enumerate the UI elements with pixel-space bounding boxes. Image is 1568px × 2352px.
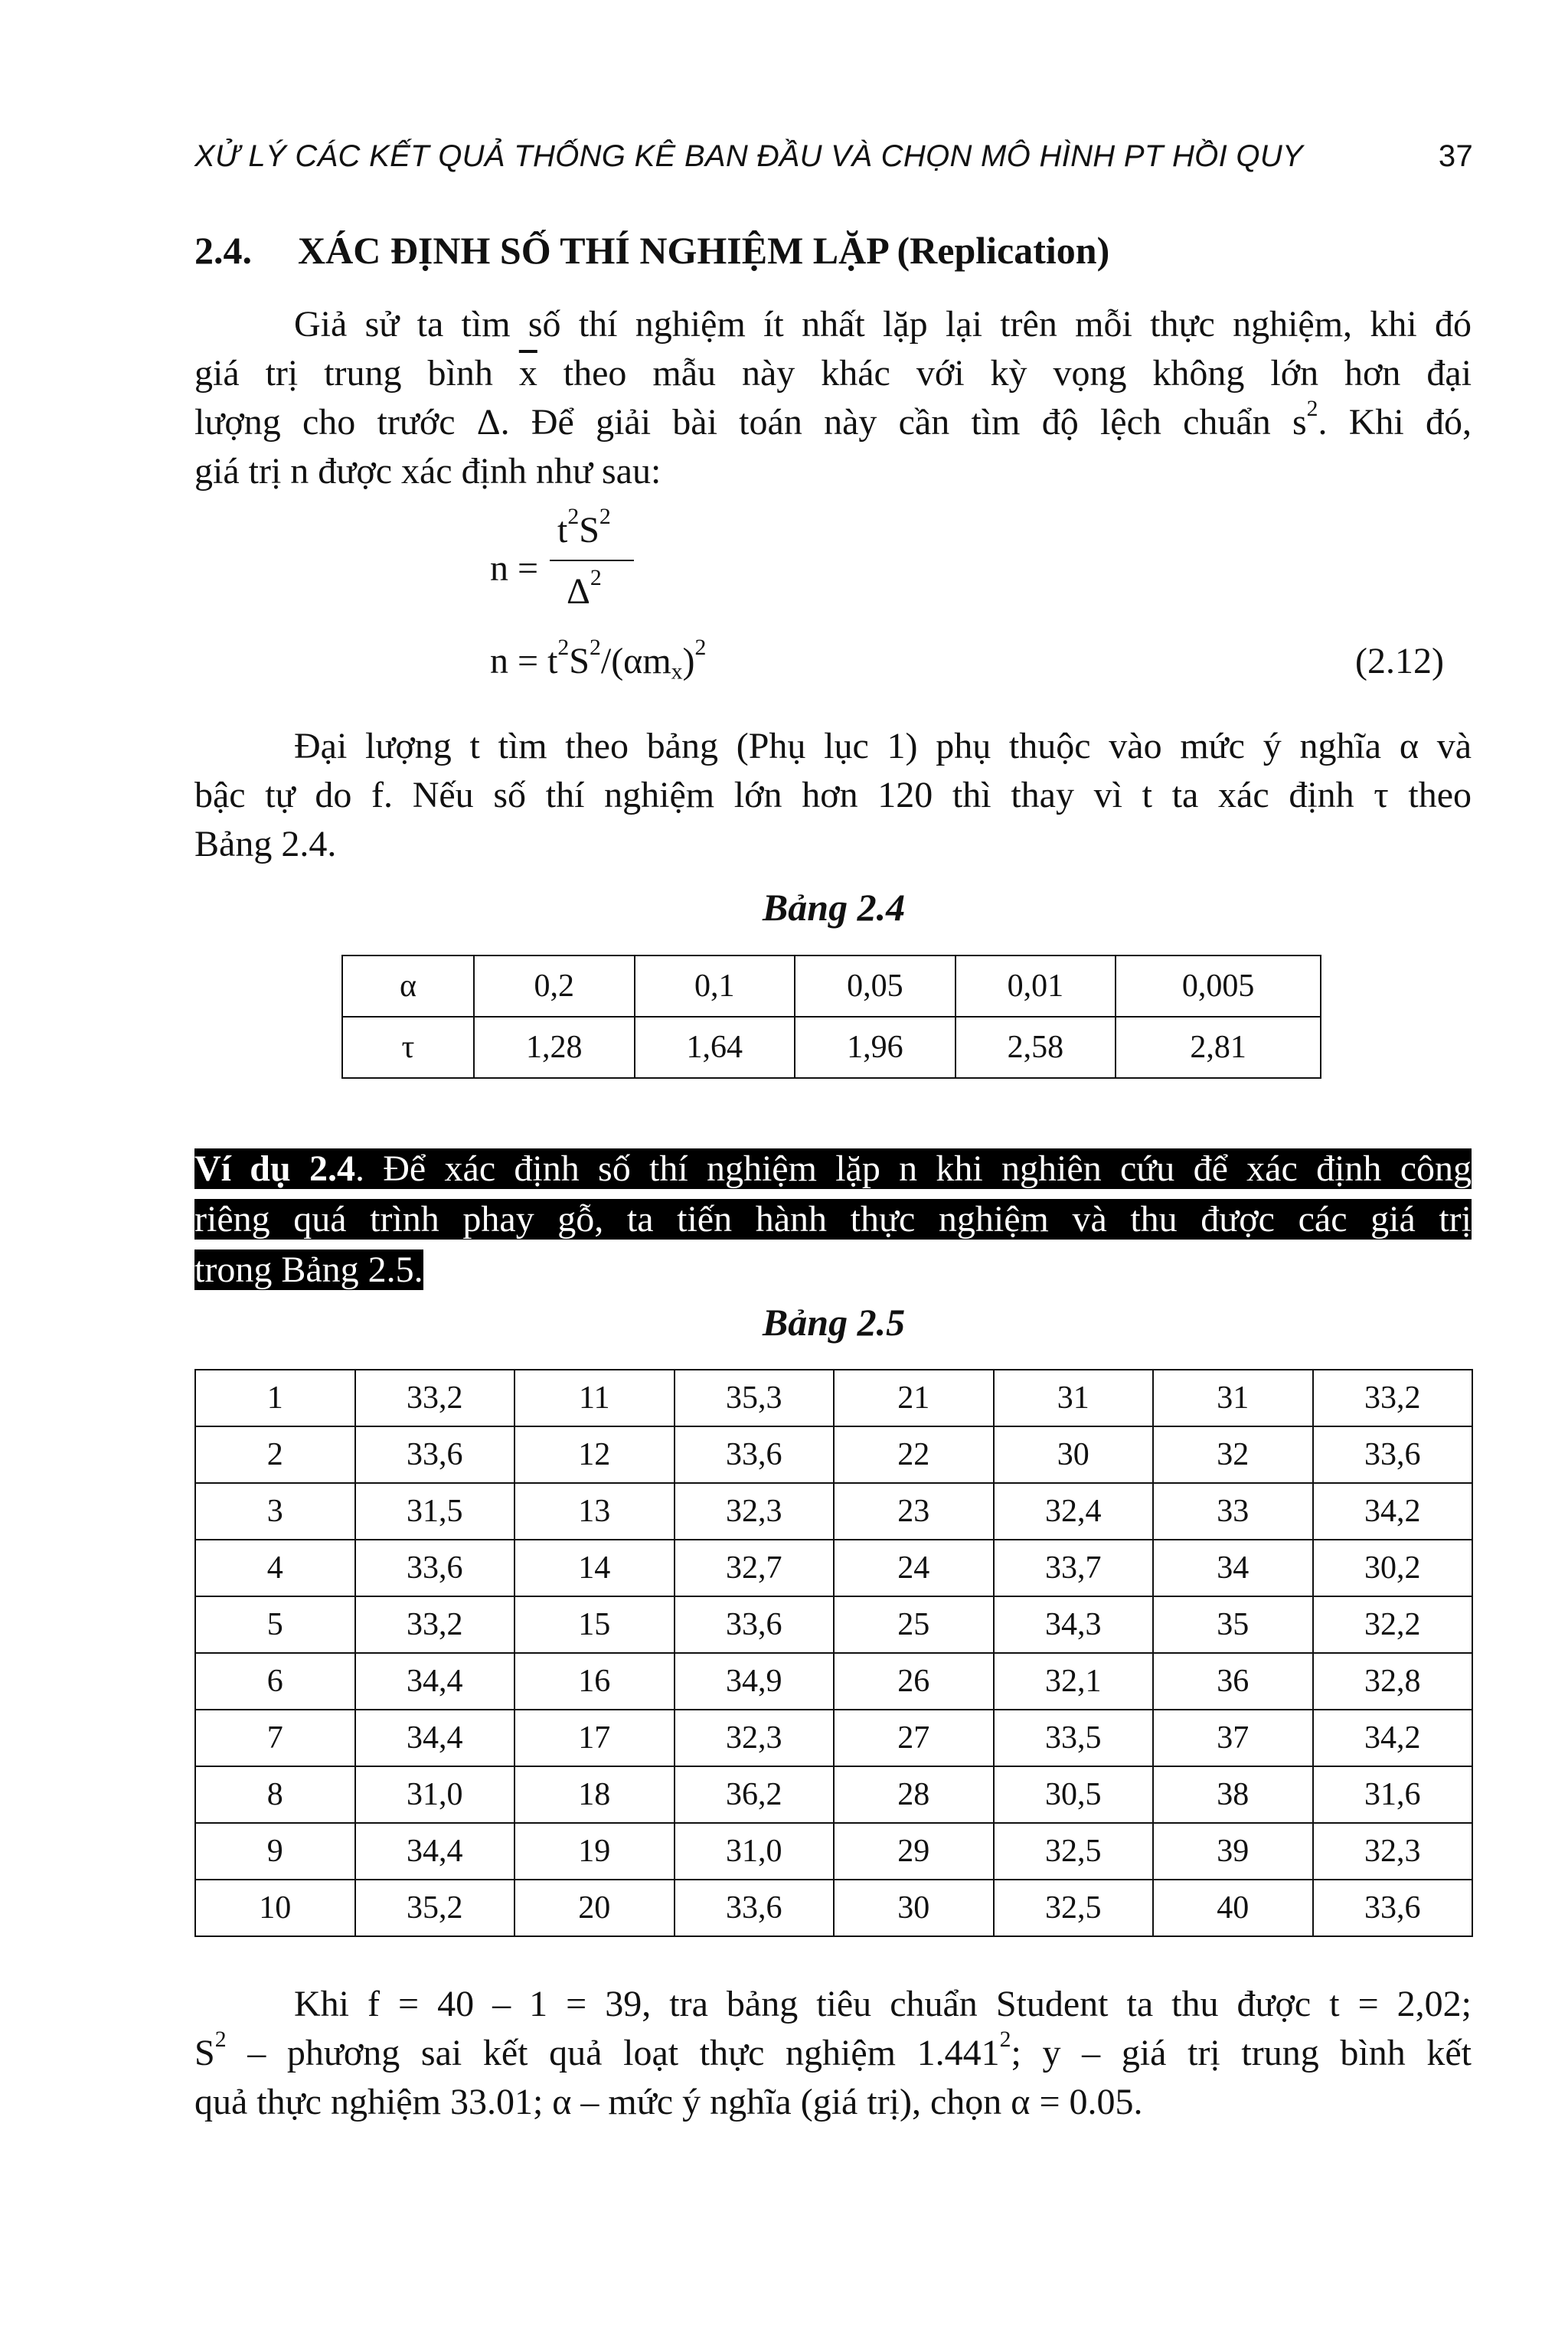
- t25-cell: 21: [834, 1370, 994, 1426]
- t25-cell: 33,7: [994, 1540, 1154, 1596]
- t25-cell: 31,0: [675, 1823, 835, 1880]
- t24-cell: 1,28: [474, 1017, 635, 1078]
- t24-row: [342, 1017, 1321, 1078]
- conclusion-line-2: $S^2$ – phương sai kết quả loạt thực nghiệm 1.441$^2$; y – giá trị trung bình kết: [194, 2027, 1472, 2073]
- t24-cell: α: [342, 956, 474, 1017]
- t25-cell: 29: [834, 1823, 994, 1880]
- t25-row: [195, 1370, 1472, 1426]
- t25-row: [195, 1710, 1472, 1766]
- t25-cell: 9: [195, 1823, 355, 1880]
- t25-cell: 33,6: [675, 1880, 835, 1936]
- t25-cell: 32: [1153, 1426, 1313, 1483]
- formula-fraction: [490, 504, 643, 632]
- t25-cell: 33: [1153, 1483, 1313, 1540]
- t25-cell: 33,2: [355, 1596, 515, 1653]
- t25-cell: 33,2: [1313, 1370, 1473, 1426]
- t25-cell: 34,2: [1313, 1483, 1473, 1540]
- t25-cell: 19: [514, 1823, 675, 1880]
- t24-cell: 1,96: [795, 1017, 956, 1078]
- t25-cell: 32,4: [994, 1483, 1154, 1540]
- t25-cell: 35,2: [355, 1880, 515, 1936]
- intro-line-2: giá trị trung bình $\overline{x}$ theo mẫu này khác với kỳ vọng không lớn hơn đại: [194, 353, 1472, 394]
- t25-cell: 34: [1153, 1540, 1313, 1596]
- para2-line-2: bậc tự do f. Nếu số thí nghiệm lớn hơn 120 thì thay vì t ta xác định τ theo: [194, 775, 1472, 815]
- t24-row: [342, 956, 1321, 1017]
- t25-cell: 14: [514, 1540, 675, 1596]
- t25-cell: 33,6: [675, 1426, 835, 1483]
- t25-cell: 2: [195, 1426, 355, 1483]
- t25-cell: 31: [994, 1370, 1154, 1426]
- table-2-5: [194, 1369, 1473, 1937]
- t25-cell: 31: [1153, 1370, 1313, 1426]
- t25-cell: 1: [195, 1370, 355, 1426]
- t25-row: [195, 1426, 1472, 1483]
- intro-line-3: lượng cho trước Δ. Để giải bài toán này cần tìm độ lệch chuẩn $s^2$. Khi đó,: [194, 396, 1472, 443]
- formula-2-12: $n = t^2S^2/(\alpha m_x)^2$: [490, 635, 707, 684]
- t25-cell: 23: [834, 1483, 994, 1540]
- intro-line-1: Giả sử ta tìm số thí nghiệm ít nhất lặp lại trên mỗi thực nghiệm, khi đó: [294, 304, 1472, 345]
- t25-cell: 32,5: [994, 1880, 1154, 1936]
- t25-cell: 30,5: [994, 1766, 1154, 1823]
- t25-row: [195, 1880, 1472, 1936]
- example-line-1: Ví dụ 2.4. Để xác định số thí nghiệm lặp n khi nghiên cứu để xác định công: [194, 1148, 1472, 1189]
- section-number: 2.4.: [194, 229, 252, 272]
- t25-cell: 37: [1153, 1710, 1313, 1766]
- t25-cell: 10: [195, 1880, 355, 1936]
- t25-cell: 4: [195, 1540, 355, 1596]
- t25-cell: 33,5: [994, 1710, 1154, 1766]
- t25-cell: 33,6: [675, 1596, 835, 1653]
- conclusion-line-3: quả thực nghiệm 33.01; α – mức ý nghĩa (giá trị), chọn α = 0.05.: [194, 2082, 1143, 2122]
- example-line-3: trong Bảng 2.5.: [194, 1250, 423, 1290]
- t25-cell: 3: [195, 1483, 355, 1540]
- t25-cell: 26: [834, 1653, 994, 1710]
- formula-numerator: $t^2S^2$: [557, 504, 611, 550]
- t25-cell: 32,8: [1313, 1653, 1473, 1710]
- paragraph-2: [194, 722, 1472, 869]
- t25-cell: 35: [1153, 1596, 1313, 1653]
- t25-cell: 31,6: [1313, 1766, 1473, 1823]
- t25-cell: 30: [834, 1880, 994, 1936]
- x-bar-symbol: $\overline{x}$: [518, 353, 537, 394]
- table-2-4-caption: Bảng 2.4: [762, 886, 906, 929]
- t25-cell: 32,1: [994, 1653, 1154, 1710]
- formula-lhs: n =: [490, 548, 539, 589]
- t24-cell: 0,1: [635, 956, 795, 1017]
- t25-cell: 27: [834, 1710, 994, 1766]
- conclusion-paragraph: [194, 1980, 1472, 2127]
- t24-cell: τ: [342, 1017, 474, 1078]
- t25-cell: 31,0: [355, 1766, 515, 1823]
- t25-cell: 31,5: [355, 1483, 515, 1540]
- t25-cell: 34,3: [994, 1596, 1154, 1653]
- t24-cell: 0,2: [474, 956, 635, 1017]
- t25-cell: 34,2: [1313, 1710, 1473, 1766]
- t25-cell: 20: [514, 1880, 675, 1936]
- intro-paragraph: [194, 300, 1472, 496]
- t25-cell: 33,6: [355, 1540, 515, 1596]
- table-2-5-caption: Bảng 2.5: [762, 1301, 906, 1344]
- t25-cell: 35,3: [675, 1370, 835, 1426]
- t25-cell: 40: [1153, 1880, 1313, 1936]
- t25-cell: 22: [834, 1426, 994, 1483]
- example-title: Ví dụ 2.4: [194, 1148, 355, 1189]
- section-title: XÁC ĐỊNH SỐ THÍ NGHIỆM LẶP (Replication): [298, 229, 1110, 272]
- intro-line-4: giá trị n được xác định như sau:: [194, 451, 662, 492]
- t25-cell: 7: [195, 1710, 355, 1766]
- example-line-2: riêng quá trình phay gỗ, ta tiến hành thực nghiệm và thu được các giá trị: [194, 1199, 1472, 1240]
- t24-cell: 2,81: [1116, 1017, 1321, 1078]
- t25-cell: 15: [514, 1596, 675, 1653]
- t25-cell: 5: [195, 1596, 355, 1653]
- t25-row: [195, 1653, 1472, 1710]
- t25-cell: 32,3: [675, 1710, 835, 1766]
- para2-line-1: Đại lượng t tìm theo bảng (Phụ lục 1) phụ thuộc vào mức ý nghĩa α và: [294, 726, 1472, 766]
- t25-cell: 34,4: [355, 1823, 515, 1880]
- equation-number: (2.12): [1355, 641, 1444, 681]
- t24-cell: 2,58: [956, 1017, 1116, 1078]
- t25-cell: 32,3: [1313, 1823, 1473, 1880]
- t25-cell: 11: [514, 1370, 675, 1426]
- t25-cell: 6: [195, 1653, 355, 1710]
- t25-cell: 30,2: [1313, 1540, 1473, 1596]
- t25-cell: 34,9: [675, 1653, 835, 1710]
- t24-cell: 0,005: [1116, 956, 1321, 1017]
- running-header: [194, 139, 1473, 174]
- t25-cell: 34,4: [355, 1710, 515, 1766]
- t25-cell: 18: [514, 1766, 675, 1823]
- section-heading: [194, 228, 1109, 273]
- t25-row: [195, 1540, 1472, 1596]
- t25-cell: 36,2: [675, 1766, 835, 1823]
- running-title: XỬ LÝ CÁC KẾT QUẢ THỐNG KÊ BAN ĐẦU VÀ CHỌN MÔ HÌNH PT HỒI QUY: [194, 139, 1304, 173]
- t25-cell: 32,7: [675, 1540, 835, 1596]
- t25-row: [195, 1483, 1472, 1540]
- t25-cell: 12: [514, 1426, 675, 1483]
- t25-cell: 38: [1153, 1766, 1313, 1823]
- t25-row: [195, 1823, 1472, 1880]
- t25-cell: 16: [514, 1653, 675, 1710]
- t25-row: [195, 1766, 1472, 1823]
- t24-cell: 0,05: [795, 956, 956, 1017]
- conclusion-line-1: Khi f = 40 – 1 = 39, tra bảng tiêu chuẩn Student ta thu được t = 2,02;: [294, 1984, 1472, 2024]
- para2-line-3: Bảng 2.4.: [194, 824, 337, 864]
- t24-cell: 0,01: [956, 956, 1116, 1017]
- t25-cell: 25: [834, 1596, 994, 1653]
- t25-cell: 28: [834, 1766, 994, 1823]
- t25-cell: 33,6: [1313, 1880, 1473, 1936]
- t25-cell: 32,2: [1313, 1596, 1473, 1653]
- t25-cell: 33,2: [355, 1370, 515, 1426]
- t25-cell: 32,5: [994, 1823, 1154, 1880]
- t25-row: [195, 1596, 1472, 1653]
- t25-cell: 36: [1153, 1653, 1313, 1710]
- t25-cell: 17: [514, 1710, 675, 1766]
- formula-denominator: $\Delta^2$: [567, 565, 602, 612]
- fraction-bar: [550, 560, 634, 561]
- t25-cell: 33,6: [355, 1426, 515, 1483]
- t25-cell: 34,4: [355, 1653, 515, 1710]
- t25-cell: 39: [1153, 1823, 1313, 1880]
- t25-cell: 33,6: [1313, 1426, 1473, 1483]
- t25-cell: 24: [834, 1540, 994, 1596]
- t25-cell: 32,3: [675, 1483, 835, 1540]
- t25-cell: 13: [514, 1483, 675, 1540]
- t24-cell: 1,64: [635, 1017, 795, 1078]
- example-2-4: [194, 1144, 1472, 1295]
- t25-cell: 30: [994, 1426, 1154, 1483]
- t25-cell: 8: [195, 1766, 355, 1823]
- page-number: 37: [1438, 139, 1473, 173]
- table-2-4: [341, 955, 1321, 1079]
